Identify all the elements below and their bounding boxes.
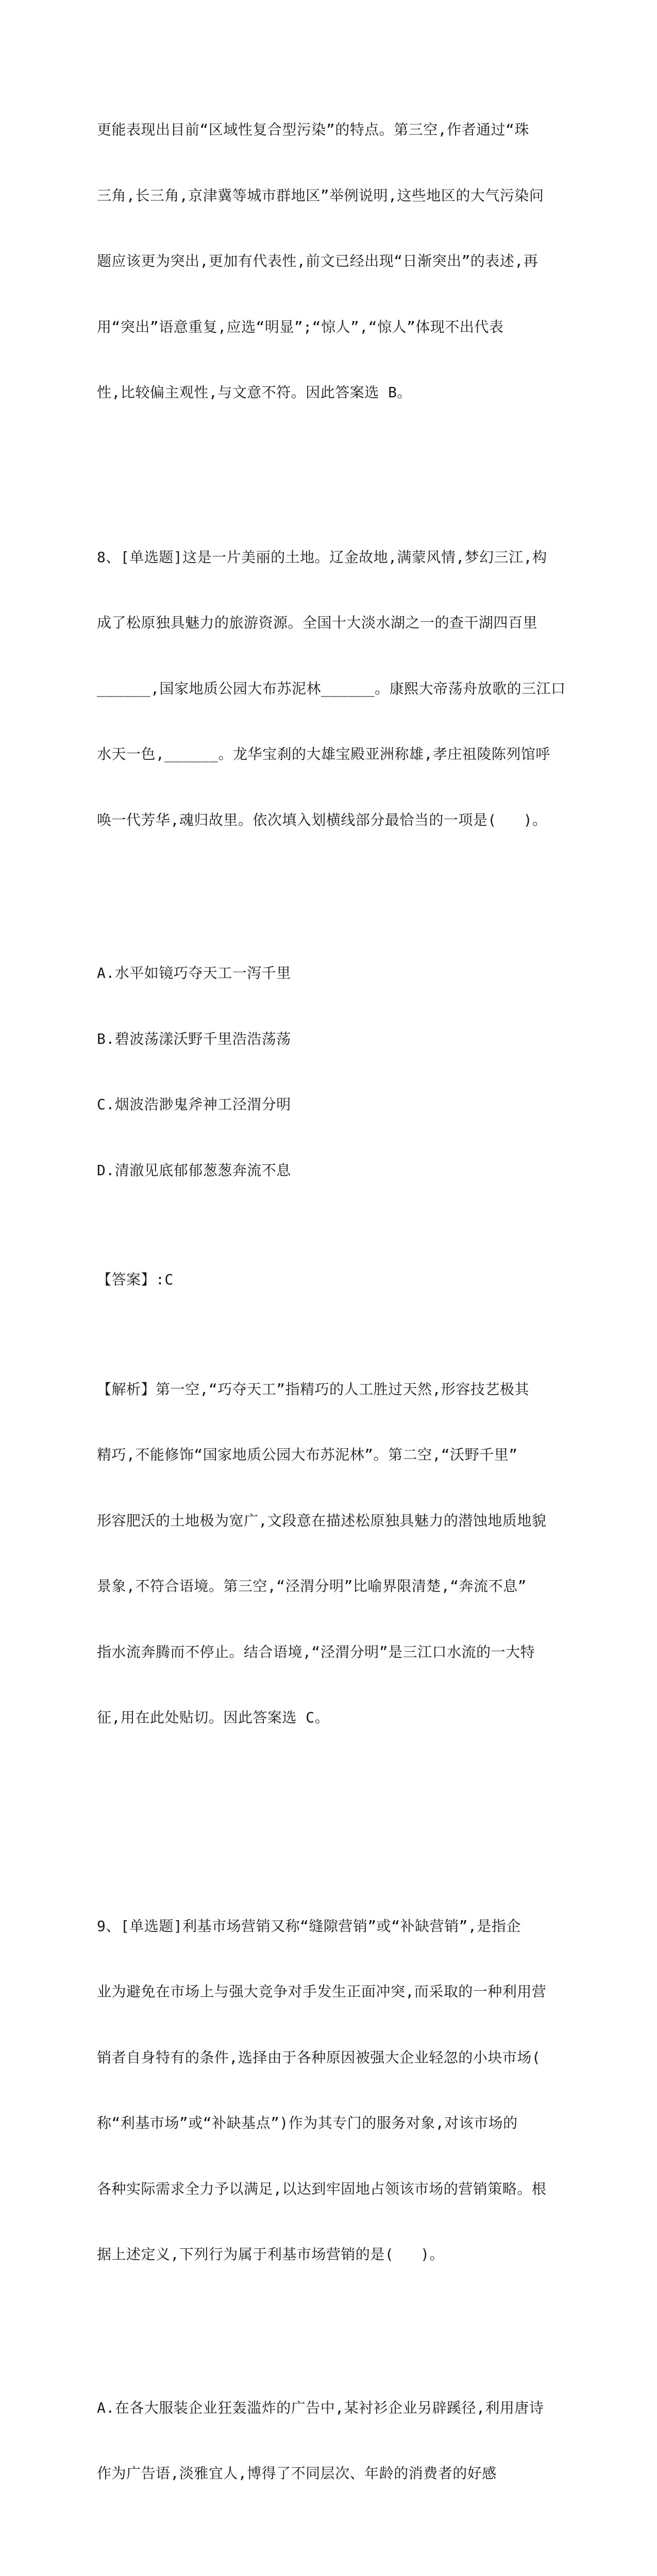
option-d: D.清澈见底郁郁葱葱奔流不息 xyxy=(97,1160,550,1182)
text-line: 业为避免在市场上与强大竞争对手发生正面冲突,而采取的一种利用营 xyxy=(97,1981,550,2003)
text-line: 精巧,不能修饰“国家地质公园大布苏泥林”。第二空,“沃野千里” xyxy=(97,1444,550,1466)
text-line: 唤一代芳华,魂归故里。依次填入划横线部分最恰当的一项是( )。 xyxy=(97,809,550,832)
text-line: 水天一色,______。龙华宝刹的大雄宝殿亚洲称雄,孝庄祖陵陈列馆呼 xyxy=(97,743,550,766)
text-line: ______,国家地质公园大布苏泥林______。康熙大帝荡舟放歌的三江口 xyxy=(97,678,550,700)
text-line: 景象,不符合语境。第三空,“泾渭分明”比喻界限清楚,“奔流不息” xyxy=(97,1575,550,1598)
question-9-stem xyxy=(97,1872,550,2310)
text-line: 销者自身特有的条件,选择由于各种原因被强大企业轻忽的小块市场( xyxy=(97,2047,550,2069)
text-line: A.在各大服装企业狂轰滥炸的广告中,某衬衫企业另辟蹊径,利用唐诗 xyxy=(97,2397,550,2419)
option-a: A.水平如镜巧夺天工一泻千里 xyxy=(97,962,550,985)
text-line: 更能表现出目前“区域性复合型污染”的特点。第三空,作者通过“珠 xyxy=(97,119,550,141)
text-line: 各种实际需求全力予以满足,以达到牢固地占领该市场的营销策略。根 xyxy=(97,2178,550,2200)
text-line: 成了松原独具魅力的旅游资源。全国十大淡水湖之一的查干湖四百里 xyxy=(97,612,550,634)
text-line: 三角,长三角,京津冀等城市群地区”举例说明,这些地区的大气污染问 xyxy=(97,185,550,207)
text-line: 性,比较偏主观性,与文意不符。因此答案选 B。 xyxy=(97,382,550,404)
document-page xyxy=(97,75,550,2576)
text-line: 形容肥沃的土地极为宽广,文段意在描述松原独具魅力的潜蚀地质地貌 xyxy=(97,1510,550,1532)
text-line: 【解析】第一空,“巧夺天工”指精巧的人工胜过天然,形容技艺极其 xyxy=(97,1379,550,1401)
question-8-stem xyxy=(97,503,550,875)
text-line: 作为广告语,淡雅宜人,博得了不同层次、年龄的消费者的好感 xyxy=(97,2463,550,2485)
question-8-options xyxy=(97,919,550,1225)
option-b xyxy=(97,2572,550,2576)
question-8 xyxy=(97,459,550,1817)
text-line: 8、[单选题]这是一片美丽的土地。辽金故地,满蒙风情,梦幻三江,构 xyxy=(97,547,550,569)
question-9 xyxy=(97,1828,550,2576)
option-a xyxy=(97,2353,550,2529)
text-line: 指水流奔腾而不停止。结合语境,“泾渭分明”是三江口水流的一大特 xyxy=(97,1641,550,1664)
previous-question-explanation xyxy=(97,75,550,448)
question-8-answer: 【答案】:C xyxy=(97,1269,550,1291)
text-line: 用“突出”语意重复,应选“明显”;“惊人”,“惊人”体现不出代表 xyxy=(97,316,550,338)
question-8-explanation xyxy=(97,1335,550,1773)
paragraph-gap xyxy=(97,1817,550,1828)
text-line: 征,用在此处贴切。因此答案选 C。 xyxy=(97,1707,550,1729)
text-line: 题应该更为突出,更加有代表性,前文已经出现“日渐突出”的表述,再 xyxy=(97,250,550,273)
text-line: 称“利基市场”或“补缺基点”)作为其专门的服务对象,对该市场的 xyxy=(97,2112,550,2134)
option-b: B.碧波荡漾沃野千里浩浩荡荡 xyxy=(97,1028,550,1050)
text-line: 据上述定义,下列行为属于利基市场营销的是( )。 xyxy=(97,2244,550,2266)
option-c: C.烟波浩渺鬼斧神工泾渭分明 xyxy=(97,1094,550,1116)
text-line: 9、[单选题]利基市场营销又称“缝隙营销”或“补缺营销”,是指企 xyxy=(97,1916,550,1938)
paragraph-gap xyxy=(97,448,550,459)
